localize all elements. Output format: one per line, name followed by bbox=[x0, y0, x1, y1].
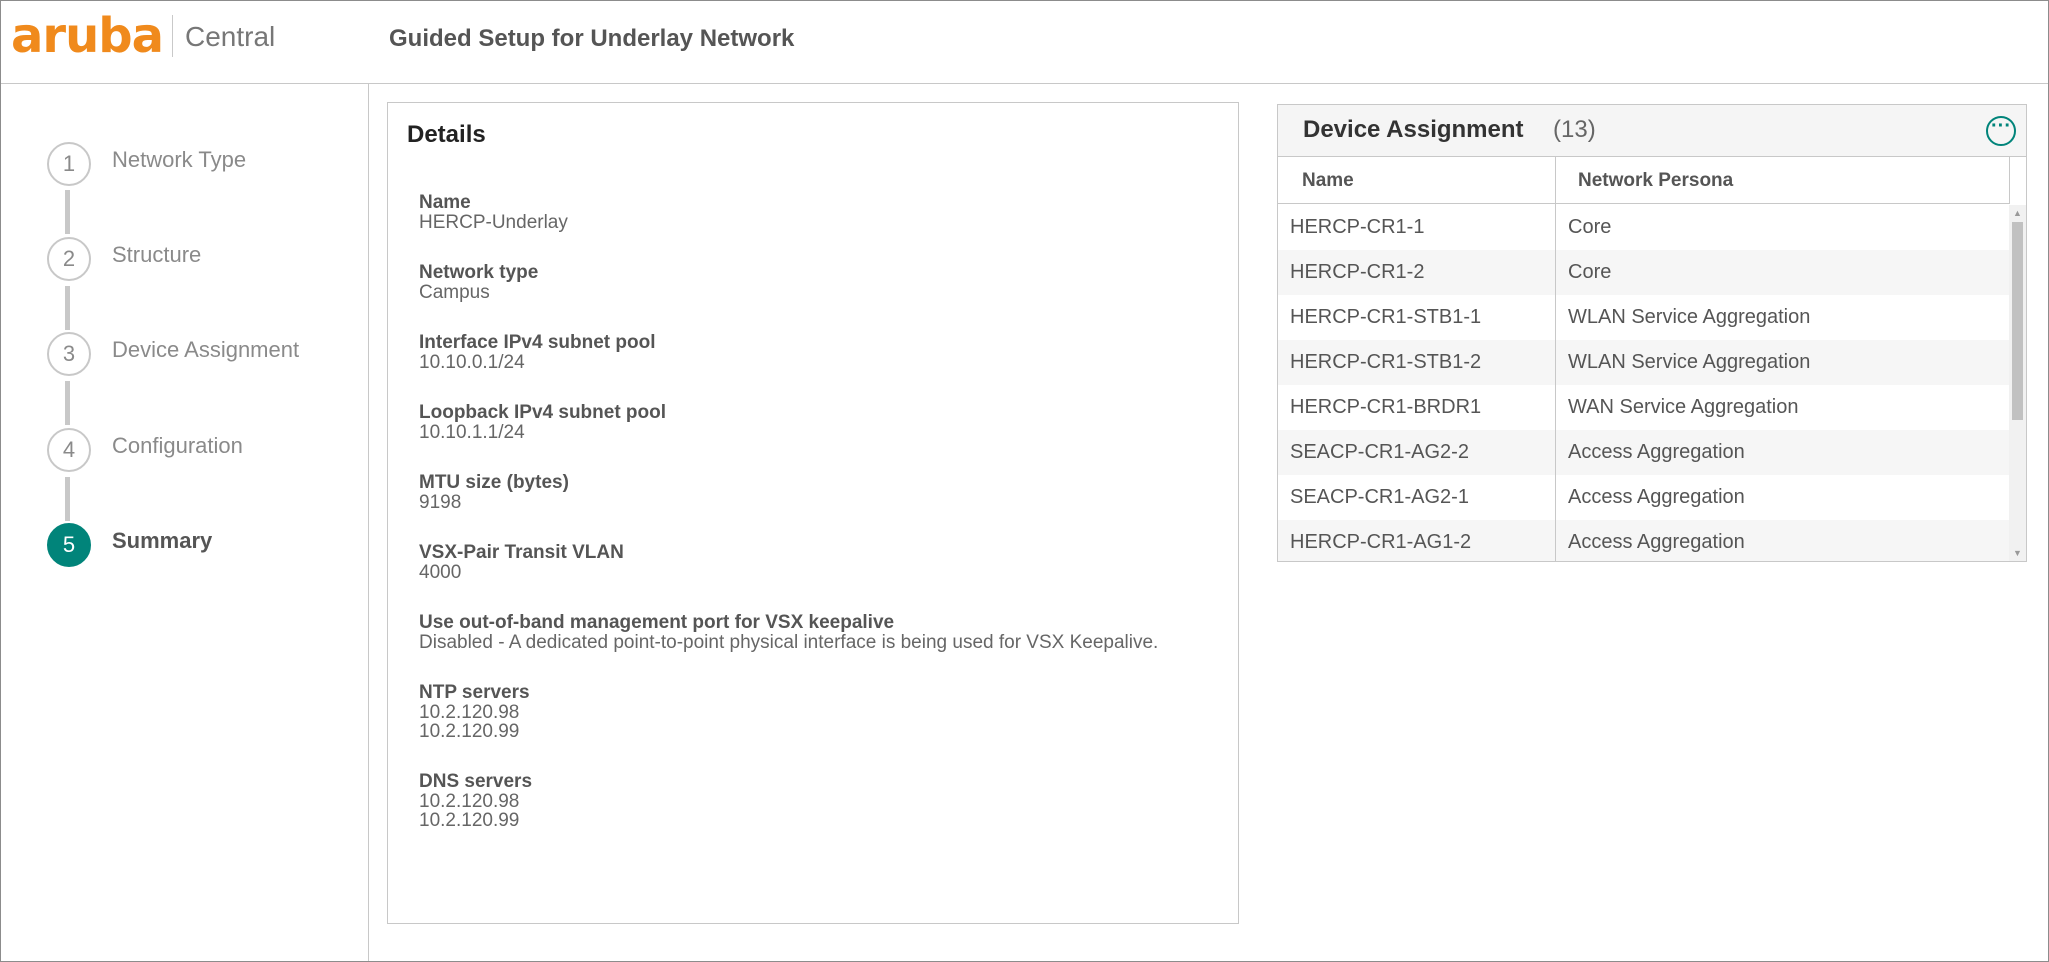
device-name: HERCP-CR1-1 bbox=[1290, 216, 1425, 238]
field-label: DNS servers bbox=[419, 771, 533, 792]
step-connector bbox=[65, 190, 70, 234]
table-row[interactable] bbox=[1278, 430, 2009, 475]
step-connector bbox=[65, 381, 70, 425]
step-number: 1 bbox=[47, 142, 91, 186]
device-name: HERCP-CR1-AG1-2 bbox=[1290, 531, 1472, 553]
table-row[interactable] bbox=[1278, 520, 2009, 562]
field-value: 10.10.0.1/24 bbox=[419, 352, 525, 373]
product-name: Central bbox=[185, 21, 276, 52]
step-number: 2 bbox=[47, 237, 91, 281]
table-row[interactable] bbox=[1278, 295, 2009, 340]
step-connector bbox=[65, 286, 70, 330]
device-persona: WLAN Service Aggregation bbox=[1568, 306, 1811, 328]
device-name: HERCP-CR1-STB1-1 bbox=[1290, 306, 1482, 328]
header bbox=[1, 1, 2048, 84]
column-header-persona[interactable]: Network Persona bbox=[1556, 157, 2009, 204]
device-name: SEACP-CR1-AG2-1 bbox=[1290, 486, 1469, 508]
page-title: Guided Setup for Underlay Network bbox=[389, 25, 795, 52]
field-vsx-vlan bbox=[419, 543, 624, 582]
field-network-type bbox=[419, 263, 538, 302]
device-persona: WLAN Service Aggregation bbox=[1568, 351, 1811, 373]
column-divider bbox=[2009, 157, 2010, 204]
field-label: Network type bbox=[419, 262, 539, 283]
step-number: 3 bbox=[47, 332, 91, 376]
field-label: NTP servers bbox=[419, 682, 530, 703]
aruba-logo[interactable]: aruba bbox=[11, 8, 163, 64]
step-label: Configuration bbox=[112, 433, 243, 458]
device-name: HERCP-CR1-BRDR1 bbox=[1290, 396, 1482, 418]
field-value: HERCP-Underlay bbox=[419, 212, 568, 233]
logo-divider bbox=[172, 15, 173, 57]
table-row[interactable] bbox=[1278, 475, 2009, 520]
field-value: 10.2.120.98 bbox=[419, 791, 520, 812]
step-connector bbox=[65, 477, 70, 521]
field-ntp bbox=[419, 683, 530, 741]
step-label: Structure bbox=[112, 242, 202, 267]
details-title: Details bbox=[407, 121, 486, 148]
field-label: Interface IPv4 subnet pool bbox=[419, 332, 656, 353]
device-persona: Access Aggregation bbox=[1568, 531, 1745, 553]
field-interface-pool bbox=[419, 333, 656, 372]
device-panel-header bbox=[1278, 105, 2026, 157]
field-label: MTU size (bytes) bbox=[419, 472, 569, 493]
device-count: (13) bbox=[1553, 116, 1596, 143]
field-label: Name bbox=[419, 192, 471, 213]
device-panel-title: Device Assignment bbox=[1303, 116, 1524, 143]
table-row[interactable] bbox=[1278, 385, 2009, 430]
device-persona: Core bbox=[1568, 261, 1612, 283]
device-persona: WAN Service Aggregation bbox=[1568, 396, 1799, 418]
device-name: HERCP-CR1-2 bbox=[1290, 261, 1425, 283]
field-value: Campus bbox=[419, 282, 490, 303]
device-persona: Access Aggregation bbox=[1568, 486, 1745, 508]
field-value: 10.2.120.98 bbox=[419, 702, 520, 723]
field-loopback-pool bbox=[419, 403, 666, 442]
field-label: Loopback IPv4 subnet pool bbox=[419, 402, 667, 423]
device-name: SEACP-CR1-AG2-2 bbox=[1290, 441, 1469, 463]
scrollbar-thumb[interactable] bbox=[2012, 222, 2023, 420]
step-label: Network Type bbox=[112, 147, 247, 172]
table-row[interactable] bbox=[1278, 250, 2009, 295]
column-header-name[interactable]: Name bbox=[1278, 157, 1555, 204]
table-scrollbar[interactable] bbox=[2009, 205, 2026, 561]
table-row[interactable] bbox=[1278, 205, 2009, 250]
scroll-down-icon[interactable]: ▼ bbox=[2013, 548, 2022, 558]
field-dns bbox=[419, 772, 532, 830]
field-mtu bbox=[419, 473, 569, 512]
field-label: VSX-Pair Transit VLAN bbox=[419, 542, 624, 563]
step-number: 4 bbox=[47, 428, 91, 472]
field-value: 10.10.1.1/24 bbox=[419, 422, 525, 443]
step-label: Summary bbox=[112, 528, 213, 553]
step-label: Device Assignment bbox=[112, 337, 300, 362]
field-value: 9198 bbox=[419, 492, 462, 513]
column-divider bbox=[1555, 205, 1556, 561]
step-number: 5 bbox=[47, 523, 91, 567]
field-name bbox=[419, 193, 568, 232]
field-value: 10.2.120.99 bbox=[419, 721, 520, 742]
table-row[interactable] bbox=[1278, 340, 2009, 385]
device-persona: Core bbox=[1568, 216, 1612, 238]
field-value: 10.2.120.99 bbox=[419, 810, 520, 831]
details-panel bbox=[387, 102, 1239, 924]
device-name: HERCP-CR1-STB1-2 bbox=[1290, 351, 1482, 373]
field-vsx-keepalive bbox=[419, 613, 1158, 652]
device-assignment-panel bbox=[1277, 104, 2027, 562]
more-options-icon[interactable]: ··· bbox=[1986, 116, 2016, 146]
field-value: 4000 bbox=[419, 562, 462, 583]
field-label: Use out-of-band management port for VSX keepalive bbox=[419, 612, 895, 633]
scroll-up-icon[interactable]: ▲ bbox=[2013, 208, 2022, 218]
field-value: Disabled - A dedicated point-to-point physical interface is being used for VSX Keepalive. bbox=[419, 632, 1159, 653]
wizard-steps bbox=[1, 84, 369, 961]
device-persona: Access Aggregation bbox=[1568, 441, 1745, 463]
